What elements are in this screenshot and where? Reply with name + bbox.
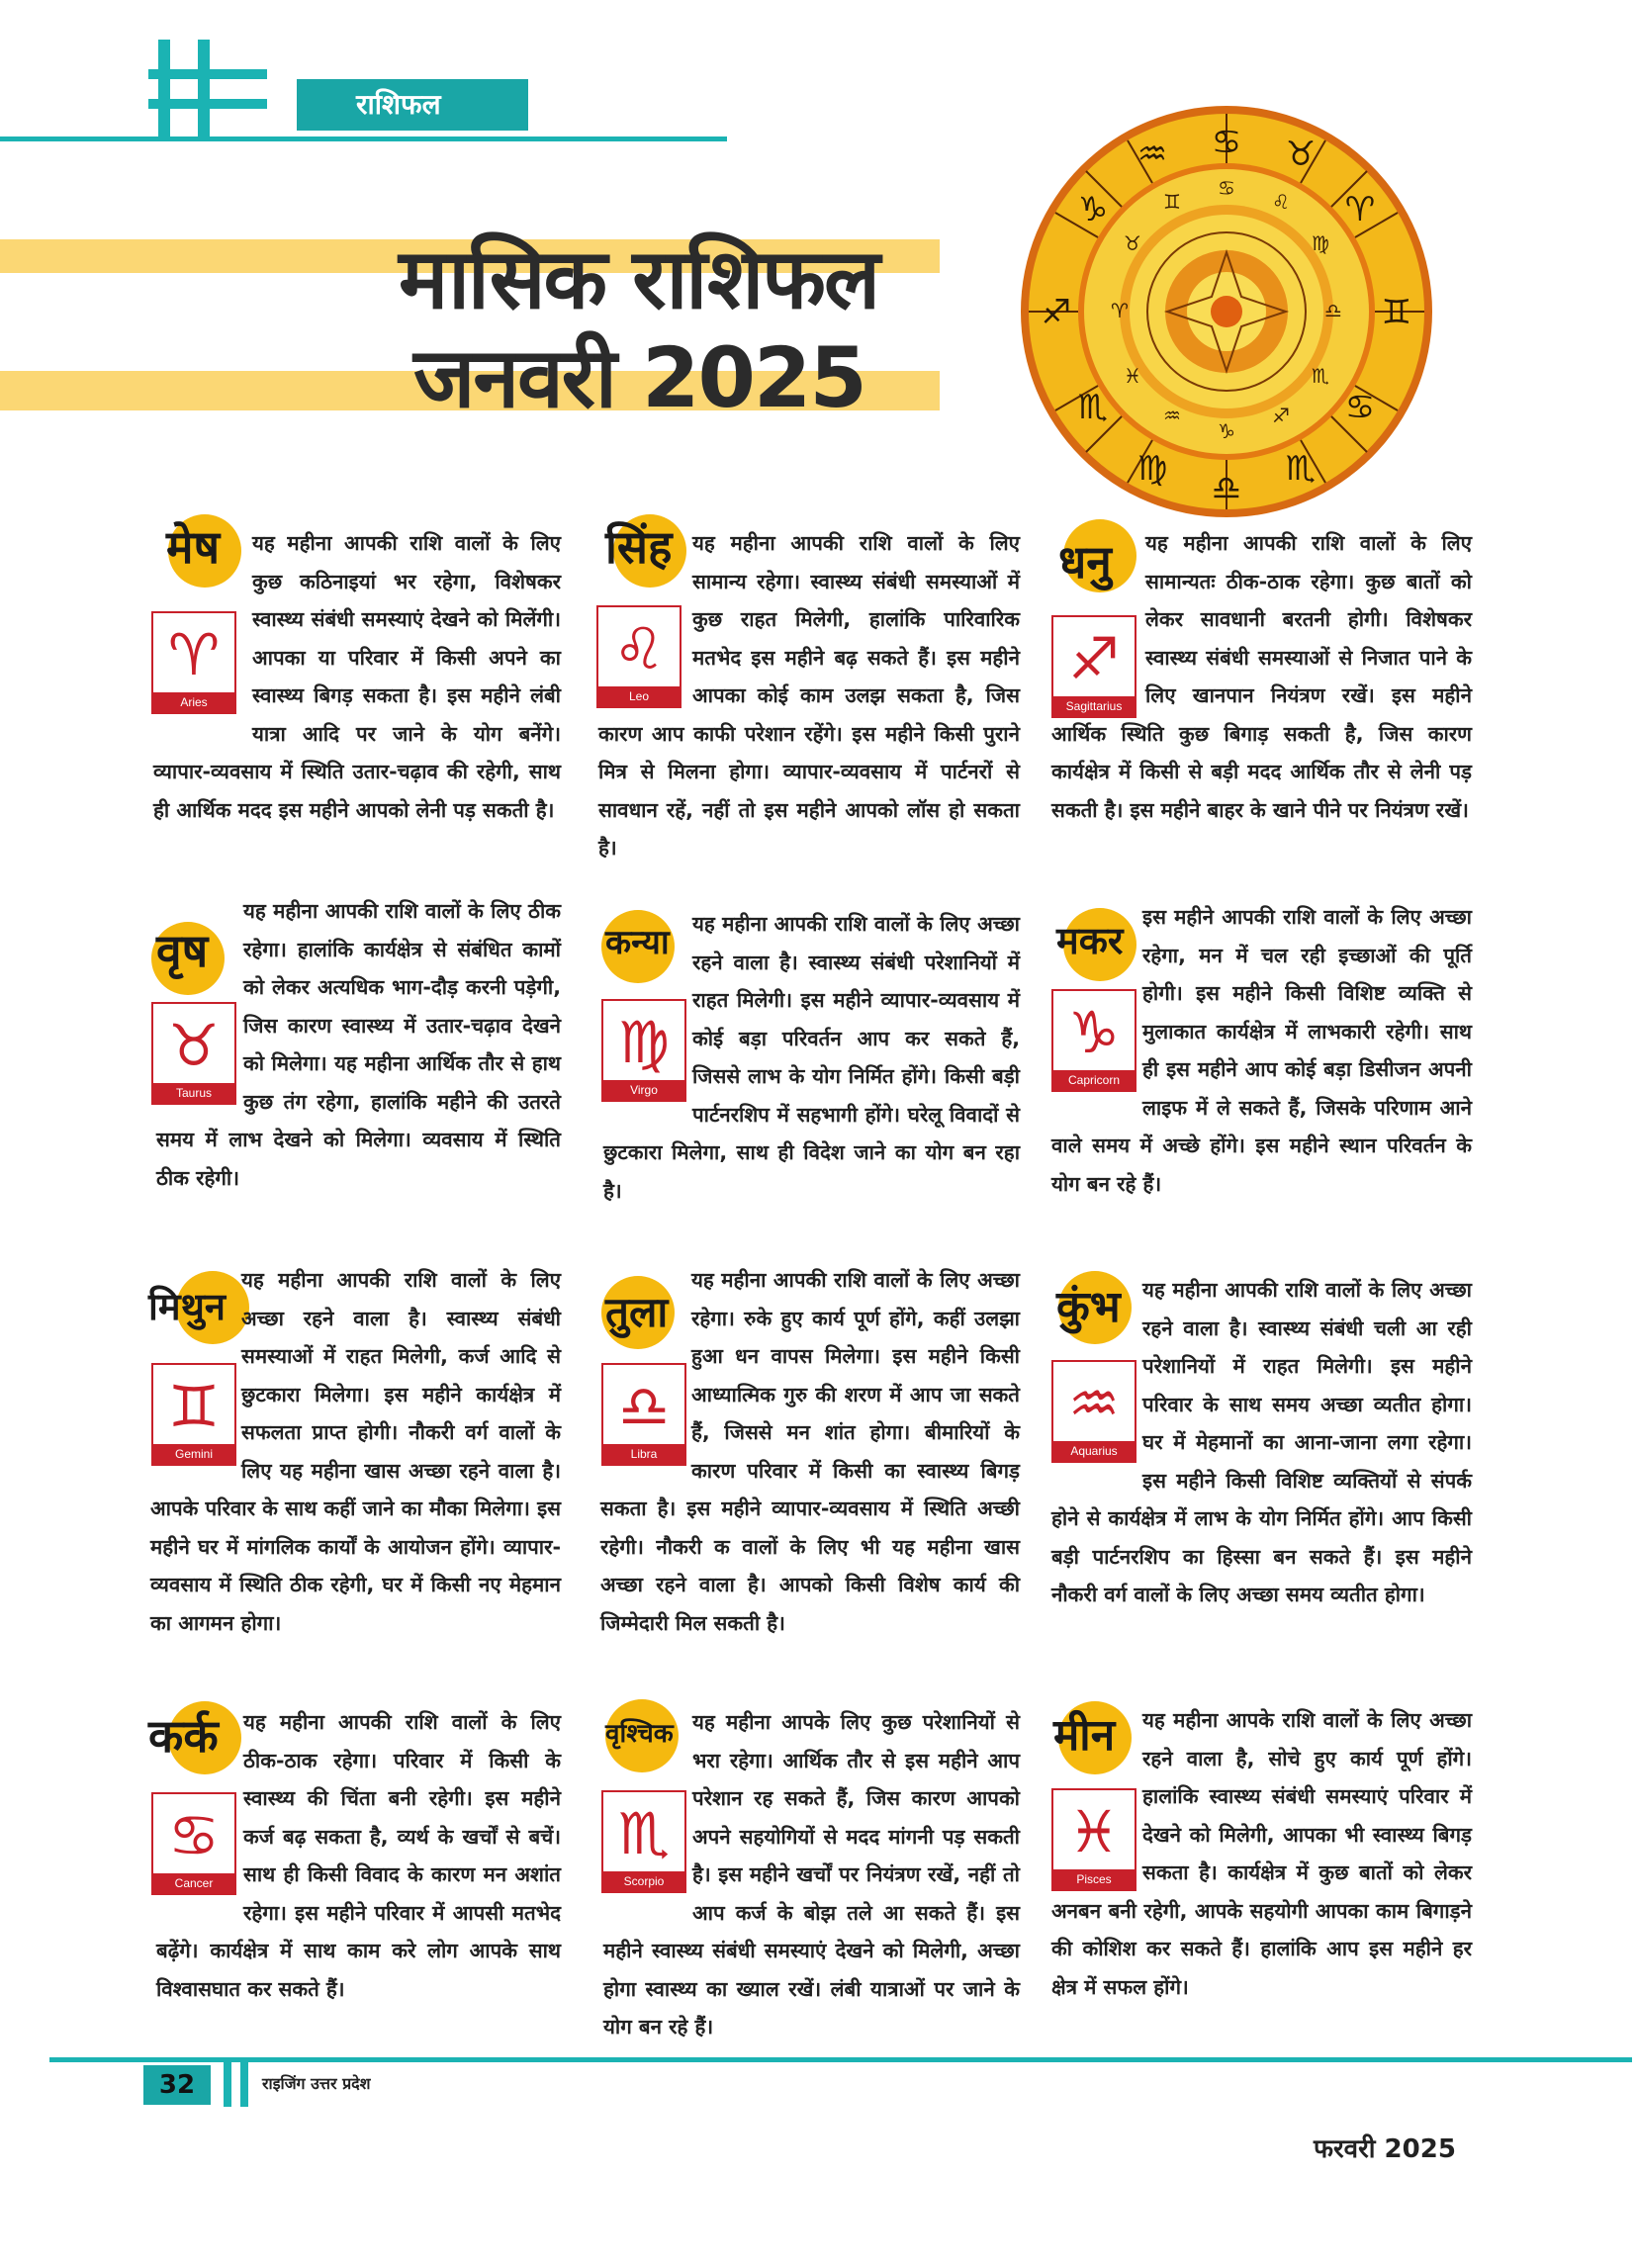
sign-name-aquarius: कुंभ bbox=[1056, 1282, 1121, 1332]
sign-text-leo: यह महीना आपकी राशि वालों के लिए सामान्य रहेगा। स्वास्थ्य संबंधी समस्याओं में कुछ राहत मिलेगी, हालांकि पारिवारिक मतभेद इस महीने बढ़ सकते हैं। इस महीने आपका कोई काम उलझ सकता है, जिस कारण आप काफी परेशान रहेंगे। इस महीने किसी पुराने मित्र से मिलना होगा। व्यापार-व्यवसाय में पार्टनरों से सावधान रहें, नहीं तो इस महीने आपको लॉस हो सकता है। bbox=[598, 531, 1020, 860]
sign-name-leo: सिंह bbox=[605, 520, 673, 574]
svg-text:♌: ♌ bbox=[613, 615, 665, 682]
svg-text:♏: ♏ bbox=[1077, 388, 1109, 427]
sign-name-pisces: मीन bbox=[1053, 1710, 1116, 1761]
svg-text:♍: ♍ bbox=[618, 1009, 670, 1076]
footer-publication: राइजिंग उत्तर प्रदेश bbox=[262, 2074, 371, 2093]
sign-name-scorpio: वृश्चिक bbox=[605, 1719, 674, 1749]
svg-text:♋: ♋ bbox=[168, 1802, 220, 1869]
sign-text-cancer: यह महीना आपकी राशि वालों के लिए ठीक-ठाक रहेगा। परिवार में किसी के स्वास्थ्य की चिंता बनी रहेगी। इस महीने कर्ज बढ़ सकता है, व्यर्थ के खर्चों से बचें। साथ ही किसी विवाद के कारण मन अशांत रहेगा। इस महीने परिवार में आपसी मतभेद बढ़ेंगे। कार्यक्षेत्र में साथ काम करे लोग आपके साथ विश्वासघात कर सकते हैं। bbox=[156, 1710, 561, 2001]
svg-text:♎: ♎ bbox=[1211, 469, 1242, 508]
sign-label-leo: Leo bbox=[598, 686, 680, 706]
svg-text:♌: ♌ bbox=[1272, 190, 1290, 214]
svg-text:♉: ♉ bbox=[1124, 231, 1141, 255]
svg-text:♑: ♑ bbox=[1218, 419, 1235, 443]
svg-text:♓: ♓ bbox=[1124, 364, 1141, 388]
sign-name-libra: तुला bbox=[605, 1288, 669, 1336]
svg-text:♐: ♐ bbox=[1272, 404, 1290, 427]
title-line-1: मासिक राशिफल bbox=[399, 230, 878, 327]
sign-name-virgo: कन्या bbox=[605, 923, 670, 962]
svg-text:♒: ♒ bbox=[1136, 135, 1168, 174]
sign-name-gemini: मिथुन bbox=[148, 1285, 226, 1328]
svg-text:♋: ♋ bbox=[1218, 176, 1235, 200]
sign-text-taurus: यह महीना आपकी राशि वालों के लिए ठीक रहेगा। हालांकि कार्यक्षेत्र से संबंधित कामों को लेकर अत्यधिक भाग-दौड़ करनी पड़ेगी, जिस कारण स्वास्थ्य में उतार-चढ़ाव देखने को मिलेगा। यह महीना आर्थिक तौर से हाथ कुछ तंग रहेगा, हालांकि महीने की उतरते समय में लाभ देखने को मिलेगा। व्यवसाय में स्थिति ठीक रहेगी। bbox=[156, 899, 561, 1190]
svg-text:♏: ♏ bbox=[1312, 364, 1329, 388]
sign-text-aquarius: यह महीना आपकी राशि वालों के लिए अच्छा रहने वाला है। स्वास्थ्य संबंधी चली आ रही परेशानियों में राहत मिलेगी। इस महीने परिवार के साथ समय अच्छा व्यतीत होगा। घर में मेहमानों का आना-जाना लगा रहेगा। इस महीने किसी विशिष्ट व्यक्तियों से संपर्क होने से कार्यक्षेत्र में लाभ के योग निर्मित होंगे। आप किसी बड़ी पार्टनरशिप का हिस्सा बन सकते हैं। इस महीने नौकरी वर्ग वालों के लिए अच्छा समय व्यतीत होगा। bbox=[1051, 1278, 1472, 1606]
svg-text:♎: ♎ bbox=[618, 1373, 670, 1440]
svg-text:♉: ♉ bbox=[1285, 135, 1317, 174]
svg-text:♈: ♈ bbox=[1111, 299, 1129, 322]
sign-text-capricorn: इस महीने आपकी राशि वालों के लिए अच्छा रहेगा, मन में चल रही इच्छाओं की पूर्ति होगी। इस महीने किसी विशिष्ट व्यक्ति से मुलाकात कार्यक्षेत्र में लाभकारी रहेगी। साथ ही इस महीने आप कोई बड़ा डिसीजन अपनी लाइफ में ले सकते हैं, जिसके परिणाम आने वाले समय में अच्छे होंगे। इस महीने स्थान परिवर्तन के योग बन रहे हैं। bbox=[1051, 905, 1472, 1196]
zodiac-wheel-illustration bbox=[1019, 104, 1434, 519]
title-line-2: जनवरी 2025 bbox=[413, 329, 865, 426]
svg-text:♊: ♊ bbox=[1163, 190, 1181, 214]
sign-text-gemini: यह महीना आपकी राशि वालों के लिए अच्छा रहने वाला है। स्वास्थ्य संबंधी समस्याओं में राहत मिलेगी, कर्ज आदि से छुटकारा मिलेगा। इस महीने कार्यक्षेत्र में सफलता प्राप्त होगी। नौकरी वर्ग वालों के लिए यह महीना खास अच्छा रहने वाला है। आपके परिवार के साथ कहीं जाने का मौका मिलेगा। इस महीने घर में मांगलिक कार्यों के आयोजन होंगे। व्यापार-व्यवसाय में स्थिति ठीक रहेगी, घर में किसी नए मेहमान का आगमन होगा। bbox=[150, 1268, 561, 1635]
section-label: राशिफल bbox=[297, 79, 528, 131]
sign-label-taurus: Taurus bbox=[153, 1083, 234, 1103]
sign-name-capricorn: मकर bbox=[1056, 919, 1124, 962]
sign-text-aries: यह महीना आपकी राशि वालों के लिए कुछ कठिनाइयां भर रहेगा, विशेषकर स्वास्थ्य संबंधी समस्याएं देखने को मिलेंगी। आपका या परिवार में किसी अपने का स्वास्थ्य बिगड़ सकता है। इस महीने लंबी यात्रा आदि पर जाने के योग बनेंगे। व्यापार-व्यवसाय में स्थिति उतार-चढ़ाव की रहेगी, साथ ही आर्थिक मदद इस महीने आपको लेनी पड़ सकती है। bbox=[153, 531, 561, 822]
svg-text:♒: ♒ bbox=[1163, 404, 1181, 427]
sign-label-scorpio: Scorpio bbox=[603, 1871, 684, 1891]
footer-issue-date: फरवरी 2025 bbox=[1314, 2134, 1456, 2164]
sign-label-cancer: Cancer bbox=[153, 1873, 234, 1893]
svg-text:♊: ♊ bbox=[1381, 293, 1412, 332]
sign-text-virgo: यह महीना आपकी राशि वालों के लिए अच्छा रहने वाला है। स्वास्थ्य संबंधी परेशानियों में राहत मिलेगी। इस महीने व्यापार-व्यवसाय में कोई बड़ा परिवर्तन आप कर सकते हैं, जिससे लाभ के योग निर्मित होंगे। किसी बड़ी पार्टनरशिप में सहभागी होंगे। घरेलू विवादों से छुटकारा मिलेगा, साथ ही विदेश जाने का योग बन रहा है। bbox=[603, 912, 1020, 1203]
header-rule bbox=[0, 136, 727, 141]
sign-label-aquarius: Aquarius bbox=[1053, 1441, 1135, 1461]
page-number: 32 bbox=[143, 2065, 211, 2105]
svg-text:♍: ♍ bbox=[1312, 231, 1329, 255]
svg-text:♑: ♑ bbox=[1068, 999, 1120, 1066]
sign-name-sagittarius: धनु bbox=[1058, 535, 1112, 589]
svg-text:♋: ♋ bbox=[1211, 123, 1242, 162]
svg-text:♏: ♏ bbox=[618, 1800, 670, 1867]
sign-label-virgo: Virgo bbox=[603, 1080, 684, 1100]
svg-text:♏: ♏ bbox=[1285, 449, 1317, 489]
svg-text:♋: ♋ bbox=[1344, 388, 1376, 427]
svg-text:♊: ♊ bbox=[168, 1373, 220, 1440]
sign-label-sagittarius: Sagittarius bbox=[1053, 696, 1135, 716]
svg-text:♐: ♐ bbox=[1068, 625, 1120, 692]
svg-text:♉: ♉ bbox=[168, 1012, 220, 1079]
svg-text:♈: ♈ bbox=[1344, 190, 1376, 229]
sign-text-scorpio: यह महीना आपके लिए कुछ परेशानियों से भरा रहेगा। आर्थिक तौर से इस महीने आप परेशान रह सकते हैं, जिस कारण आपको अपने सहयोगियों से मदद मांगनी पड़ सकती है। इस महीने खर्चों पर नियंत्रण रखें, नहीं तो आप कर्ज के बोझ तले आ सकते हैं। इस महीने स्वास्थ्य संबंधी समस्याएं देखने को मिलेगी, अच्छा होगा स्वास्थ्य का ख्याल रखें। लंबी यात्राओं पर जाने के योग बन रहे हैं। bbox=[603, 1710, 1020, 2039]
sign-label-pisces: Pisces bbox=[1053, 1869, 1135, 1889]
svg-text:♒: ♒ bbox=[1068, 1370, 1120, 1437]
sign-text-libra: यह महीना आपकी राशि वालों के लिए अच्छा रहेगा। रुके हुए कार्य पूर्ण होंगे, कहीं उलझा हुआ धन वापस मिलेगा। इस महीने किसी आध्यात्मिक गुरु की शरण में आप जा सकते हैं, जिससे मन शांत होगा। बीमारियों के कारण परिवार में किसी का स्वास्थ्य बिगड़ सकता है। इस महीने व्यापार-व्यवसाय में स्थिति अच्छी रहेगी। नौकरी क वालों के लिए भी यह महीना खास अच्छा रहने वाला है। आपको किसी विशेष कार्य की जिम्मेदारी मिल सकती है। bbox=[600, 1268, 1020, 1635]
svg-text:♈: ♈ bbox=[168, 621, 220, 688]
sign-text-pisces: यह महीना आपके राशि वालों के लिए अच्छा रहने वाला है, सोचे हुए कार्य पूर्ण होंगे। हालांकि स्वास्थ्य संबंधी समस्याएं परिवार में देखने को मिलेगी, आपका भी स्वास्थ्य बिगड़ सकता है। कार्यक्षेत्र में कुछ बातों को लेकर अनबन बनी रहेगी, आपके सहयोगी आपका काम बिगाड़ने की कोशिश कर सकते हैं। हालांकि आप इस महीने हर क्षेत्र में सफल होंगे। bbox=[1051, 1708, 1472, 1999]
sign-name-taurus: वृष bbox=[156, 924, 209, 977]
svg-text:♎: ♎ bbox=[1324, 299, 1342, 322]
footer-rule bbox=[49, 2057, 1632, 2062]
svg-text:♑: ♑ bbox=[1077, 190, 1109, 229]
svg-text:♍: ♍ bbox=[1136, 449, 1168, 489]
sign-name-aries: मेष bbox=[166, 520, 221, 574]
svg-text:♐: ♐ bbox=[1041, 293, 1072, 332]
svg-text:♓: ♓ bbox=[1068, 1798, 1120, 1865]
sign-name-cancer: कर्क bbox=[148, 1709, 219, 1763]
sign-label-libra: Libra bbox=[603, 1444, 684, 1464]
sign-label-gemini: Gemini bbox=[153, 1444, 234, 1464]
sign-text-sagittarius: यह महीना आपकी राशि वालों के लिए सामान्यतः ठीक-ठाक रहेगा। कुछ बातों को लेकर सावधानी बरतनी होगी। विशेषकर स्वास्थ्य संबंधी समस्याओं से निजात पाने के लिए खानपान नियंत्रण रखें। इस महीने आर्थिक स्थिति कुछ बिगाड़ सकती है, जिस कारण कार्यक्षेत्र में किसी से बड़ी मदद आर्थिक तौर से लेनी पड़ सकती है। इस महीने बाहर के खाने पीने पर नियंत्रण रखें। bbox=[1051, 531, 1472, 822]
sign-label-capricorn: Capricorn bbox=[1053, 1070, 1135, 1090]
sign-label-aries: Aries bbox=[153, 692, 234, 712]
